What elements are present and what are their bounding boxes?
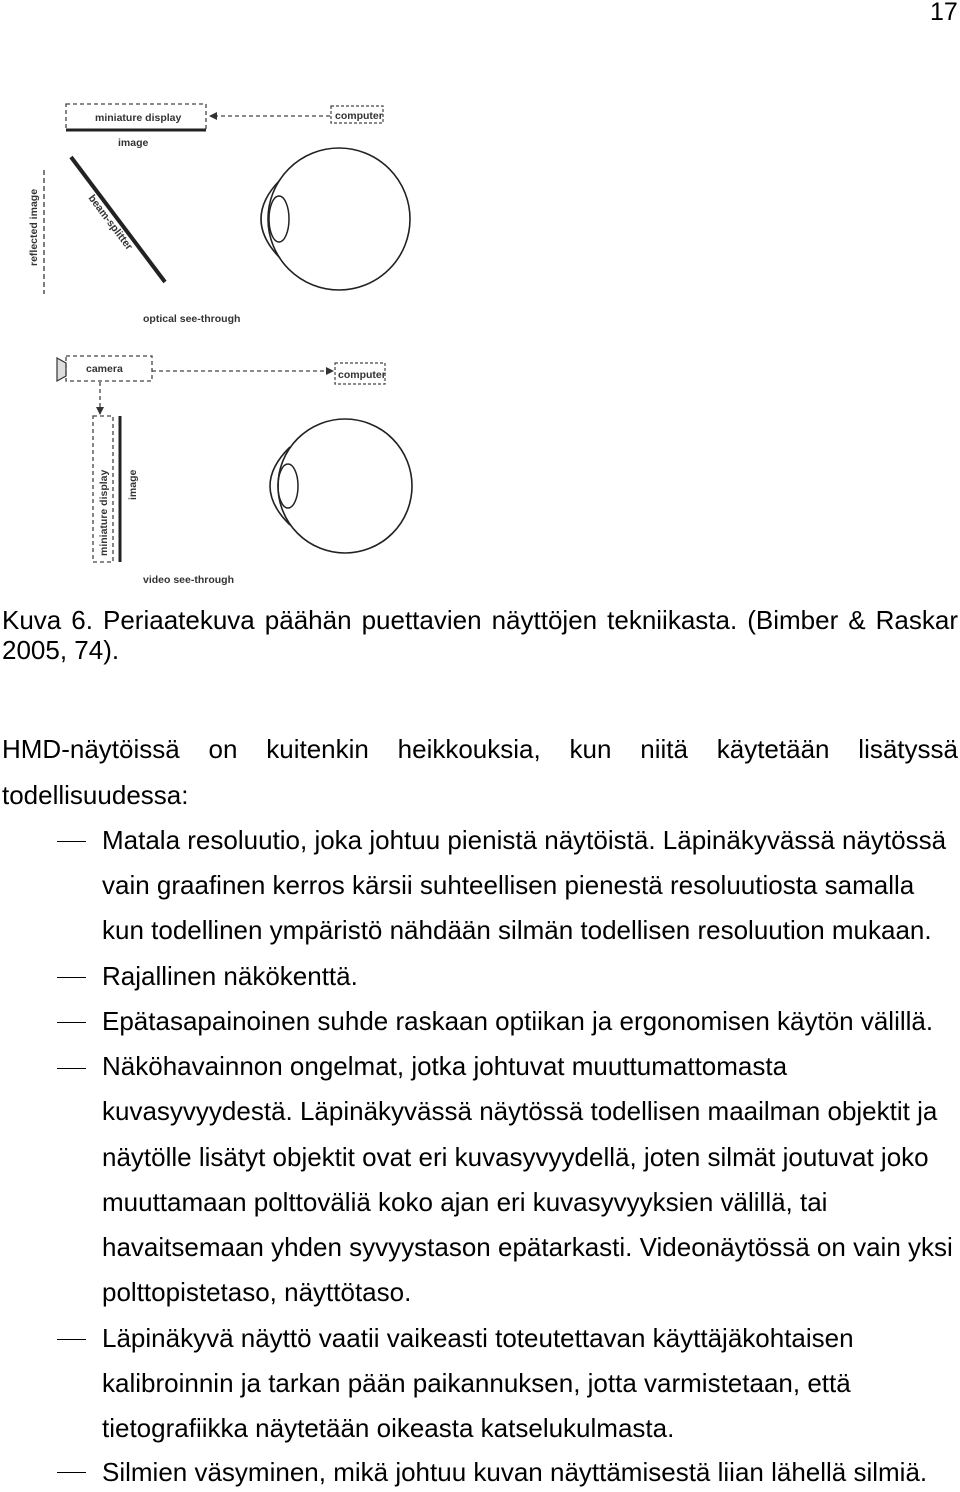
dash-bullet (57, 1472, 86, 1473)
dash-bullet (57, 1339, 86, 1340)
list-item (102, 954, 958, 999)
dash-bullet (57, 977, 86, 978)
cornea (270, 447, 290, 525)
list-item-line: kuvasyvyydestä. Läpinäkyvässä näytössä todellisen maailman objektit ja (102, 1096, 938, 1127)
computer-label: computer (335, 110, 383, 122)
lens (278, 464, 298, 508)
list-item-line: tietografiikka näytetään oikeasta katselukulmasta. (102, 1413, 675, 1444)
list-item-line: näytölle lisätyt objektit ovat eri kuvasyvyydellä, joten silmät joutuvat joko (102, 1141, 929, 1172)
beam-splitter-label: beam-splitter (85, 192, 135, 253)
paragraph-line: HMD-näytöissä on kuitenkin heikkouksia, kun niitä käytetään lisätyssä (2, 734, 958, 765)
dash-bullet (57, 1068, 86, 1069)
list-item-line: polttopistetaso, näyttötaso. (102, 1277, 412, 1308)
beam-splitter-line (71, 157, 165, 282)
list-item-line: kalibroinnin ja tarkan pään paikannuksen, jotta varmistetaan, että (102, 1367, 851, 1398)
paragraph-line: todellisuudessa: (2, 779, 189, 810)
video-see-through-diagram (57, 356, 412, 586)
list-item-line: vain graafinen kerros kärsii suhteellisen pienestä resoluutiosta samalla (102, 870, 915, 901)
hmd-weaknesses-list (2, 818, 958, 1492)
caption-line: 2005, 74). (2, 635, 120, 666)
intro-paragraph (2, 727, 958, 818)
list-item-line: Matala resoluutio, joka johtuu pienistä näytöistä. Läpinäkyvässä näytössä (102, 824, 947, 855)
eye-bottom (270, 419, 412, 553)
camera-label: camera (86, 363, 123, 375)
cornea (261, 180, 280, 258)
hmd-principle-figure (0, 0, 440, 600)
list-item-line: muuttamaan polttoväliä koko ajan eri kuvasyvyyksien välillä, tai (102, 1186, 828, 1217)
miniature-display-label: miniature display (95, 112, 182, 124)
caption-line: Kuva 6. Periaatekuva päähän puettavien näyttöjen tekniikasta. (Bimber & Raskar (2, 604, 958, 635)
eye-top (261, 148, 410, 290)
list-item (102, 999, 958, 1044)
dash-bullet (57, 841, 86, 842)
lens (269, 196, 289, 242)
reflected-image-label: reflected image (28, 188, 40, 266)
image-label: image (127, 469, 139, 500)
miniature-display-label: miniature display (98, 469, 110, 556)
page-number: 17 (930, 0, 958, 26)
dash-bullet (57, 1022, 86, 1023)
list-item (102, 818, 958, 954)
list-item-line: Epätasapainoinen suhde raskaan optiikan ja ergonomisen käytön välillä. (102, 1005, 934, 1036)
computer-label: computer (338, 369, 386, 381)
list-item-line: Näköhavainnon ongelmat, jotka johtuvat muuttumattomasta (102, 1051, 788, 1082)
optical-see-through-diagram (28, 104, 410, 325)
list-item (102, 1044, 958, 1316)
figure-caption (2, 605, 958, 666)
list-item-line: kun todellinen ympäristö nähdään silmän todellisen resoluution mukaan. (102, 915, 932, 946)
image-label: image (118, 137, 149, 149)
body-text (2, 727, 958, 1492)
list-item-line: Silmien väsyminen, mikä johtuu kuvan näyttämisestä liian lähellä silmiä. (102, 1456, 928, 1487)
list-item (102, 1316, 958, 1452)
camera-lens (57, 358, 66, 381)
video-see-through-label: video see-through (143, 574, 235, 586)
list-item-line: havaitsemaan yhden syvyystason epätarkasti. Videonäytössä on vain yksi (102, 1232, 953, 1263)
optical-see-through-label: optical see-through (143, 313, 241, 325)
list-item (102, 1451, 958, 1492)
list-item-line: Läpinäkyvä näyttö vaatii vaikeasti toteutettavan käyttäjäkohtaisen (102, 1322, 854, 1353)
list-item-line: Rajallinen näkökenttä. (102, 960, 358, 991)
